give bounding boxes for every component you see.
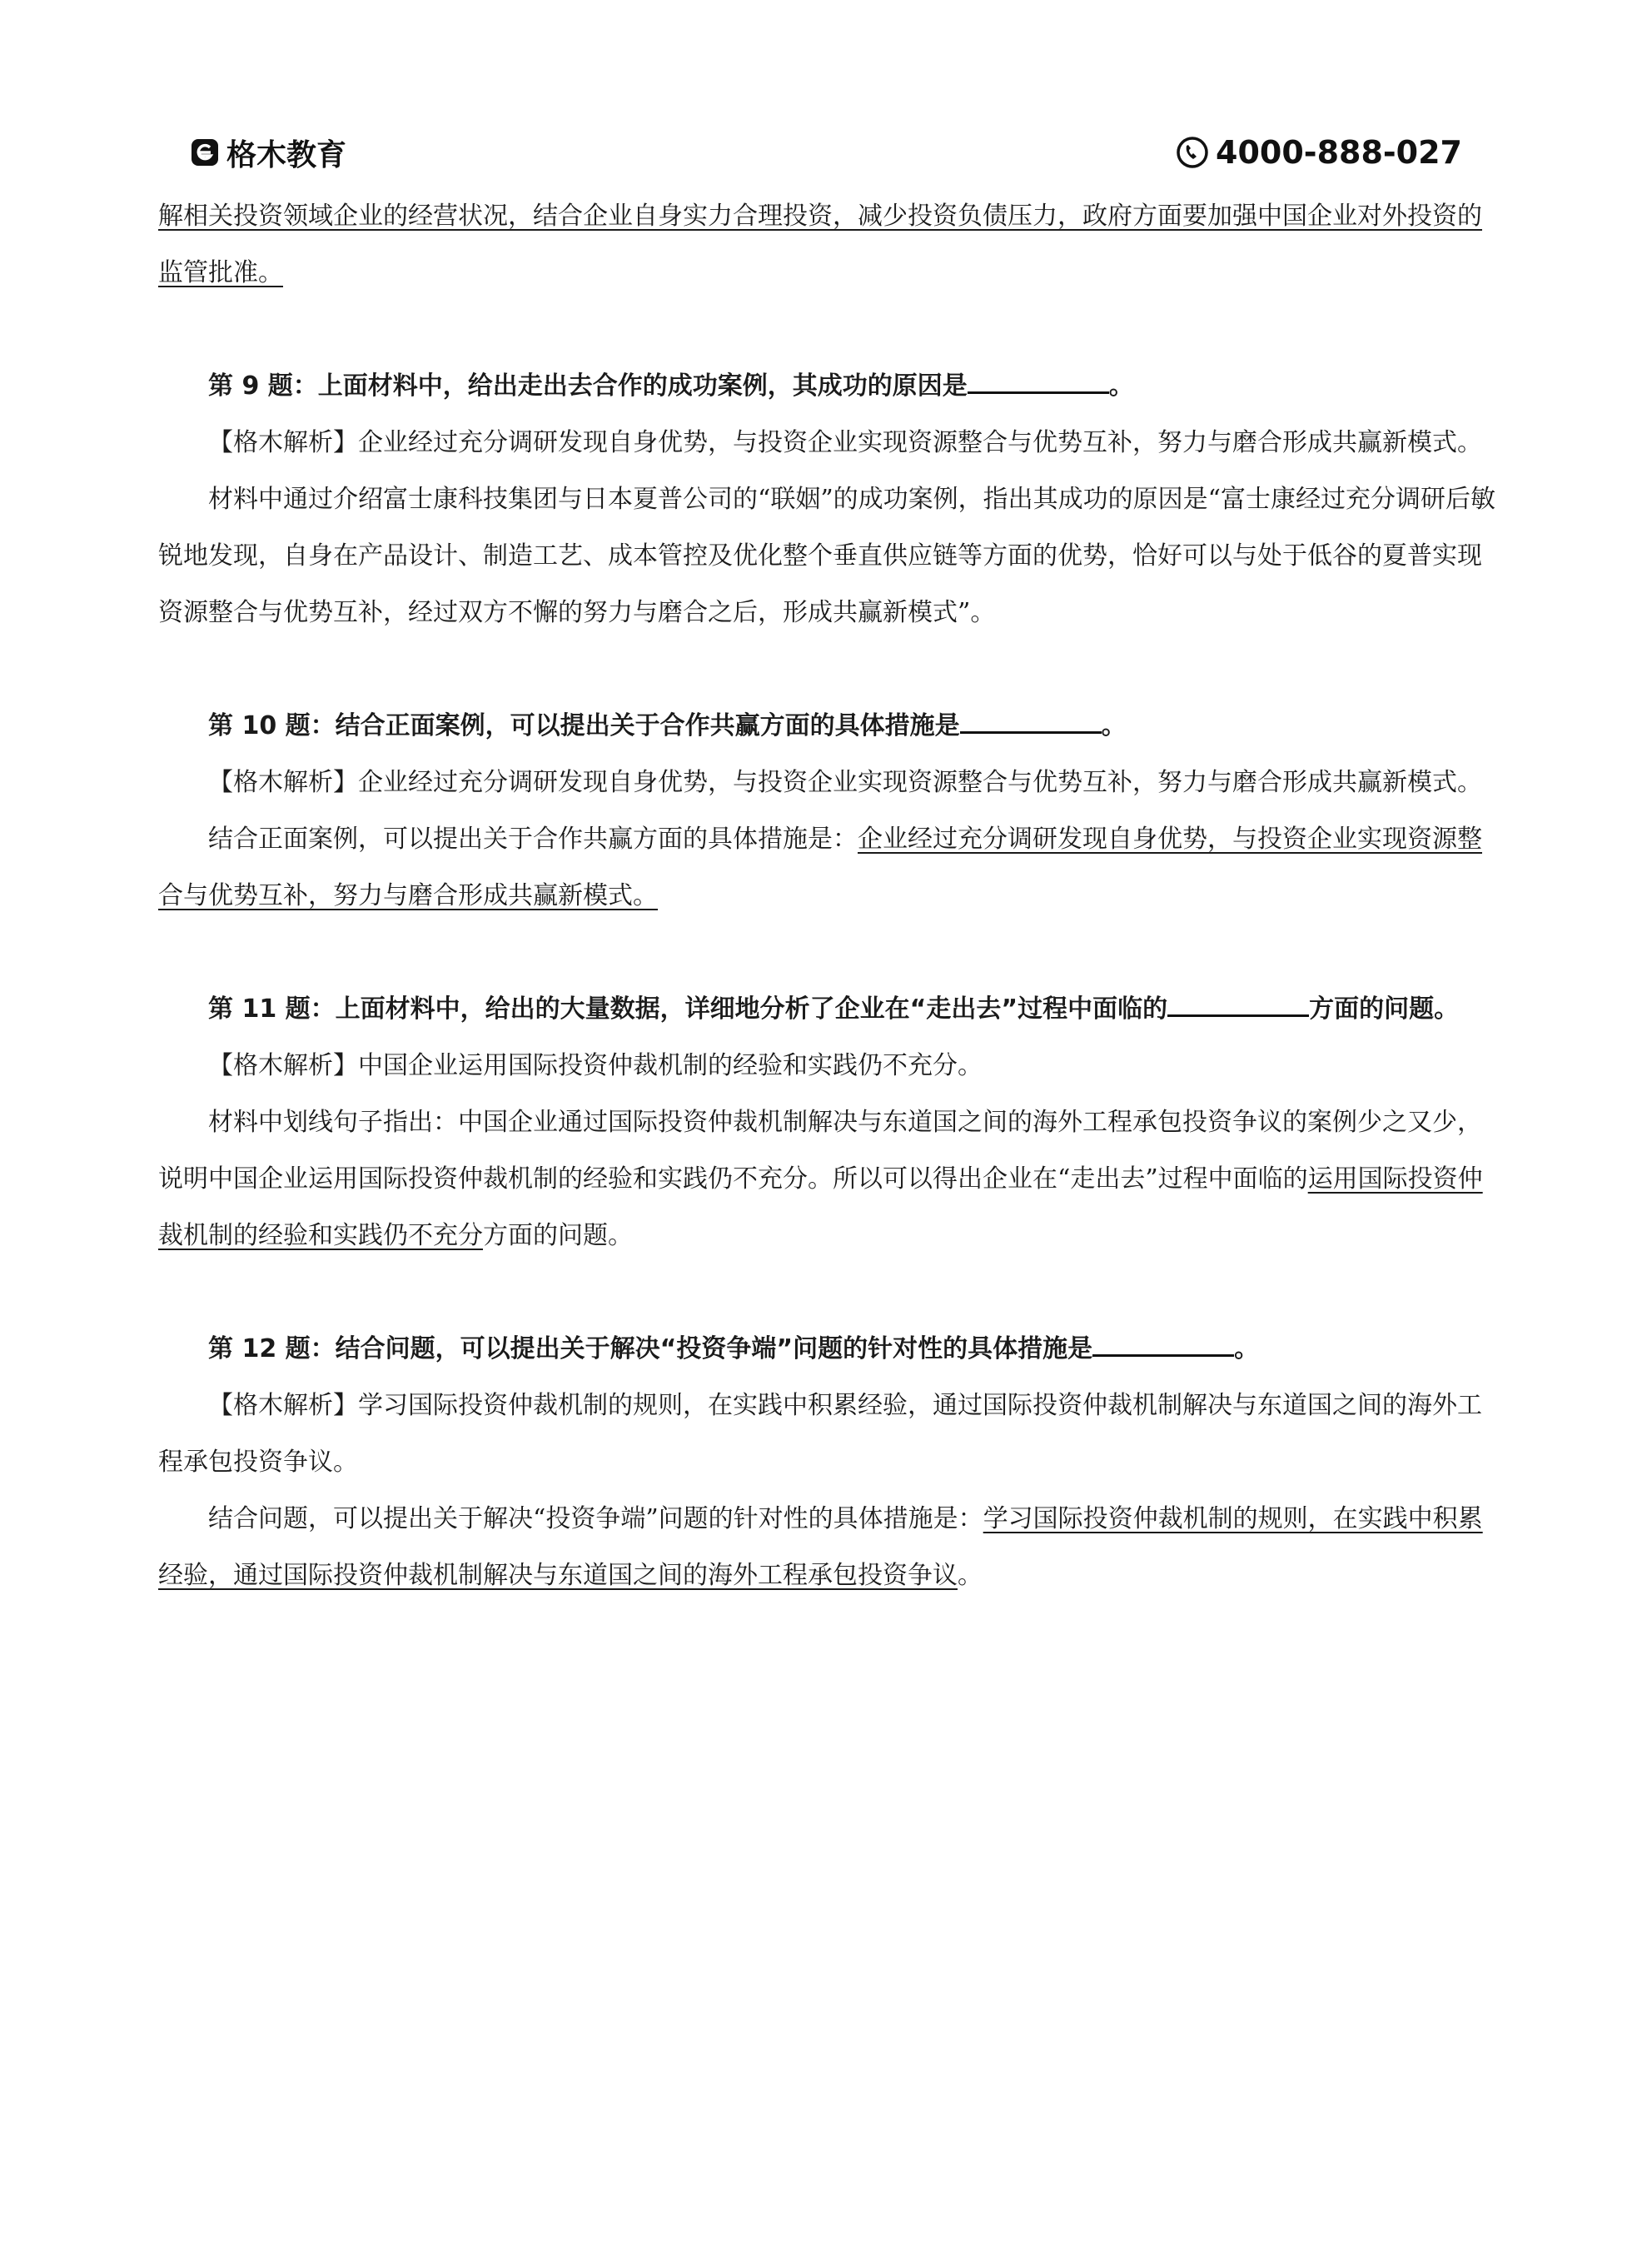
question-text: 第 11 题：上面材料中，给出的大量数据，详细地分析了企业在“走出去”过程中面临的 xyxy=(208,994,1168,1024)
explanation-12 xyxy=(158,1491,1500,1604)
question-11 xyxy=(158,981,1500,1038)
explanation-underlined: 运用国际投资仲裁机制的经验和实践仍不充分 xyxy=(158,1164,1483,1250)
hotline xyxy=(1176,134,1462,171)
explanation-underlined: 企业经过充分调研发现自身优势，与投资企业实现资源整合与优势互补，努力与磨合形成共赢新模式。 xyxy=(158,825,1482,910)
answer-blank xyxy=(1092,1329,1234,1357)
question-text: 第 12 题：结合问题，可以提出关于解决“投资争端”问题的针对性的具体措施是 xyxy=(208,1334,1093,1363)
analysis-tag: 【格木解析】 xyxy=(208,1391,358,1420)
analysis-tag: 【格木解析】 xyxy=(208,428,358,457)
analysis-tag: 【格木解析】 xyxy=(208,1051,358,1080)
page-header xyxy=(190,133,1462,172)
question-text: 第 10 题：结合正面案例，可以提出关于合作共赢方面的具体措施是 xyxy=(208,711,960,740)
explanation-text: 结合问题，可以提出关于解决“投资争端”问题的针对性的具体措施是： xyxy=(208,1504,983,1533)
analysis-text: 中国企业运用国际投资仲裁机制的经验和实践仍不充分。 xyxy=(358,1051,983,1080)
intro-continued-text: 解相关投资领域企业的经营状况，结合企业自身实力合理投资，减少投资负债压力，政府方面要加强中国企业对外投资的监管批准。 xyxy=(158,202,1482,287)
document-body xyxy=(158,188,1500,1604)
question-9 xyxy=(158,358,1500,415)
analysis-9 xyxy=(158,415,1500,471)
analysis-text: 企业经过充分调研发现自身优势，与投资企业实现资源整合与优势互补，努力与磨合形成共赢新模式。 xyxy=(358,428,1482,457)
analysis-12 xyxy=(158,1378,1500,1491)
analysis-text: 企业经过充分调研发现自身优势，与投资企业实现资源整合与优势互补，努力与磨合形成共赢新模式。 xyxy=(358,768,1482,797)
answer-blank xyxy=(1167,989,1309,1017)
analysis-tag: 【格木解析】 xyxy=(208,768,358,797)
question-12 xyxy=(158,1321,1500,1378)
explanation-underlined: 学习国际投资仲裁机制的规则，在实践中积累经验，通过国际投资仲裁机制解决与东道国之间的海外工程承包投资争议 xyxy=(158,1504,1483,1590)
question-end: 。 xyxy=(1101,711,1127,740)
analysis-text: 学习国际投资仲裁机制的规则，在实践中积累经验，通过国际投资仲裁机制解决与东道国之间的海外工程承包投资争议。 xyxy=(158,1391,1482,1477)
explanation-suffix: 。 xyxy=(958,1561,983,1590)
answer-blank xyxy=(968,366,1109,394)
question-end: 。 xyxy=(1234,1334,1260,1363)
answer-blank xyxy=(960,706,1102,734)
explanation-text: 材料中划线句子指出：中国企业通过国际投资仲裁机制解决与东道国之间的海外工程承包投资争议的案例少之又少，说明中国企业运用国际投资仲裁机制的经验和实践仍不充分。所以可以得出企业在“走出去”过程中面临的 xyxy=(158,1108,1482,1194)
phone-icon xyxy=(1176,136,1209,169)
question-10 xyxy=(158,698,1500,755)
brand xyxy=(190,132,346,174)
brand-logo-icon xyxy=(190,137,220,167)
hotline-number: 4000-888-027 xyxy=(1216,134,1462,171)
explanation-10 xyxy=(158,811,1500,925)
explanation-11 xyxy=(158,1094,1500,1264)
brand-name: 格木教育 xyxy=(226,137,347,172)
explanation-text: 结合正面案例，可以提出关于合作共赢方面的具体措施是： xyxy=(208,825,858,854)
question-end: 。 xyxy=(1108,371,1134,401)
explanation-suffix: 方面的问题。 xyxy=(483,1221,633,1250)
question-text: 第 9 题：上面材料中，给出走出去合作的成功案例，其成功的原因是 xyxy=(208,371,968,401)
analysis-10 xyxy=(158,755,1500,811)
explanation-9: 材料中通过介绍富士康科技集团与日本夏普公司的“联姻”的成功案例，指出其成功的原因是“富士康经过充分调研后敏锐地发现，自身在产品设计、制造工艺、成本管控及优化整个垂直供应链等方面的优势，恰好可以与处于低谷的夏普实现资源整合与优势互补，经过双方不懈的努力与磨合之后，形成共赢新模式”。 xyxy=(158,485,1496,627)
analysis-11 xyxy=(158,1038,1500,1094)
question-end: 方面的问题。 xyxy=(1309,994,1460,1024)
